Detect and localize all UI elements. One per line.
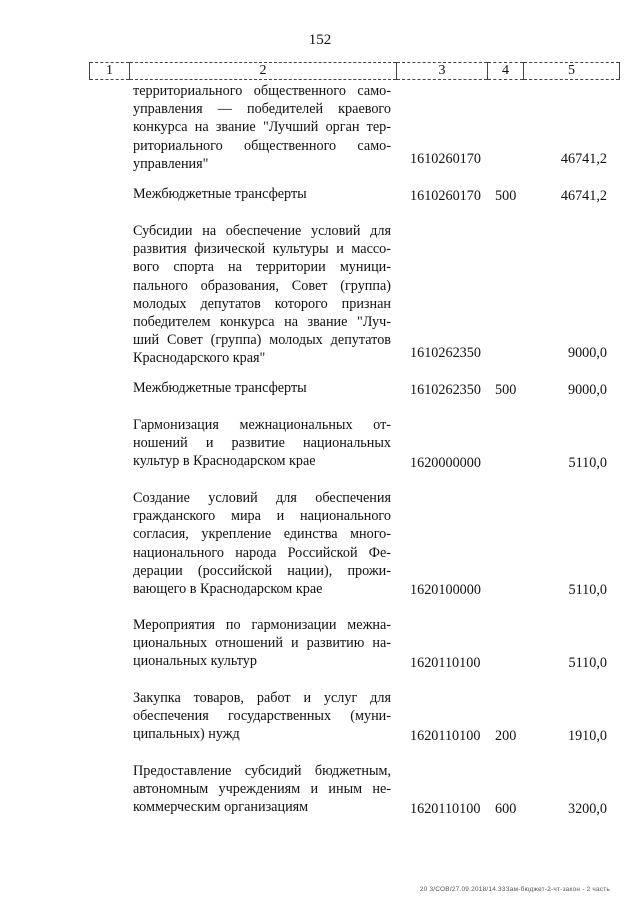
row-code: 1610260170 [410, 187, 481, 204]
row-type: 500 [495, 187, 517, 204]
row-sum: 5110,0 [568, 581, 607, 598]
page-number: 152 [308, 32, 332, 48]
column-header-1: 1 [90, 63, 130, 80]
row-sum: 5110,0 [568, 654, 607, 671]
row-sum: 5110,0 [568, 454, 607, 471]
column-header-row [89, 62, 620, 80]
row-type: 200 [495, 727, 517, 744]
row-name: Субсидии на обеспечение условий для развития физической культуры и массо-вого спорта на территории муници-пального образования, Совет (группа) молодых депутатов которого признан победителем конкурса на звание "Луч-ший Совет (группа) молодых депутатов Краснодарского края" [133, 223, 391, 367]
row-name: Закупка товаров, работ и услуг для обеспечения государственных (муни-ципальных) нужд [133, 690, 391, 743]
row-name: территориального общественного само- управления — победителей краевого конкурса на звание "Лучший орган тер-риториального общественного само-управления" [133, 83, 391, 172]
row-sum: 9000,0 [567, 344, 607, 361]
table-row [0, 379, 640, 399]
row-name: Межбюджетные трансферты [133, 186, 307, 202]
table-row [0, 222, 640, 367]
row-sum: 46741,2 [560, 187, 607, 204]
row-type: 600 [495, 800, 517, 817]
table-row [0, 82, 640, 172]
budget-rows [0, 82, 640, 818]
row-code: 1610260170 [410, 150, 481, 167]
column-header-5: 5 [524, 63, 620, 80]
row-name: Предоставление субсидий бюджетным, автономным учреждениям и иным не-коммерческим организациям [133, 763, 391, 816]
row-code: 1620000000 [410, 454, 481, 471]
table-row [0, 489, 640, 599]
table-row [0, 185, 640, 205]
row-name: Гармонизация межнациональных от-ношений и развитие национальных культур в Краснодарском крае [133, 417, 391, 470]
row-code: 1620110100 [410, 800, 481, 817]
column-header-3: 3 [397, 63, 488, 80]
column-header-4: 4 [488, 63, 524, 80]
footer-filename: 20 3/СОВ/27.09.2018/14.33Зам-бюджет-2-чт-закон - 2 часть [419, 886, 610, 893]
table-row [0, 616, 640, 672]
table-row [0, 689, 640, 745]
row-sum: 1910,0 [567, 727, 607, 744]
row-name: Межбюджетные трансферты [133, 380, 307, 396]
column-header-2: 2 [130, 63, 397, 80]
row-code: 1610262350 [410, 381, 481, 398]
row-code: 1610262350 [410, 344, 481, 361]
row-sum: 9000,0 [567, 381, 607, 398]
table-row [0, 762, 640, 818]
row-name: Мероприятия по гармонизации межна-циональных отношений и развитию на-циональных культур [133, 617, 391, 670]
row-code: 1620100000 [410, 581, 481, 598]
row-code: 1620110100 [410, 654, 481, 671]
row-sum: 3200,0 [567, 800, 607, 817]
row-type: 500 [495, 381, 517, 398]
table-row [0, 416, 640, 472]
row-code: 1620110100 [410, 727, 481, 744]
row-sum: 46741,2 [560, 150, 607, 167]
row-name: Создание условий для обеспечения гражданского мира и национального согласия, укрепление единства много-национального народа Российской Фе-дерации (российской нации), прожи-вающего в Краснодарском крае [133, 490, 391, 598]
